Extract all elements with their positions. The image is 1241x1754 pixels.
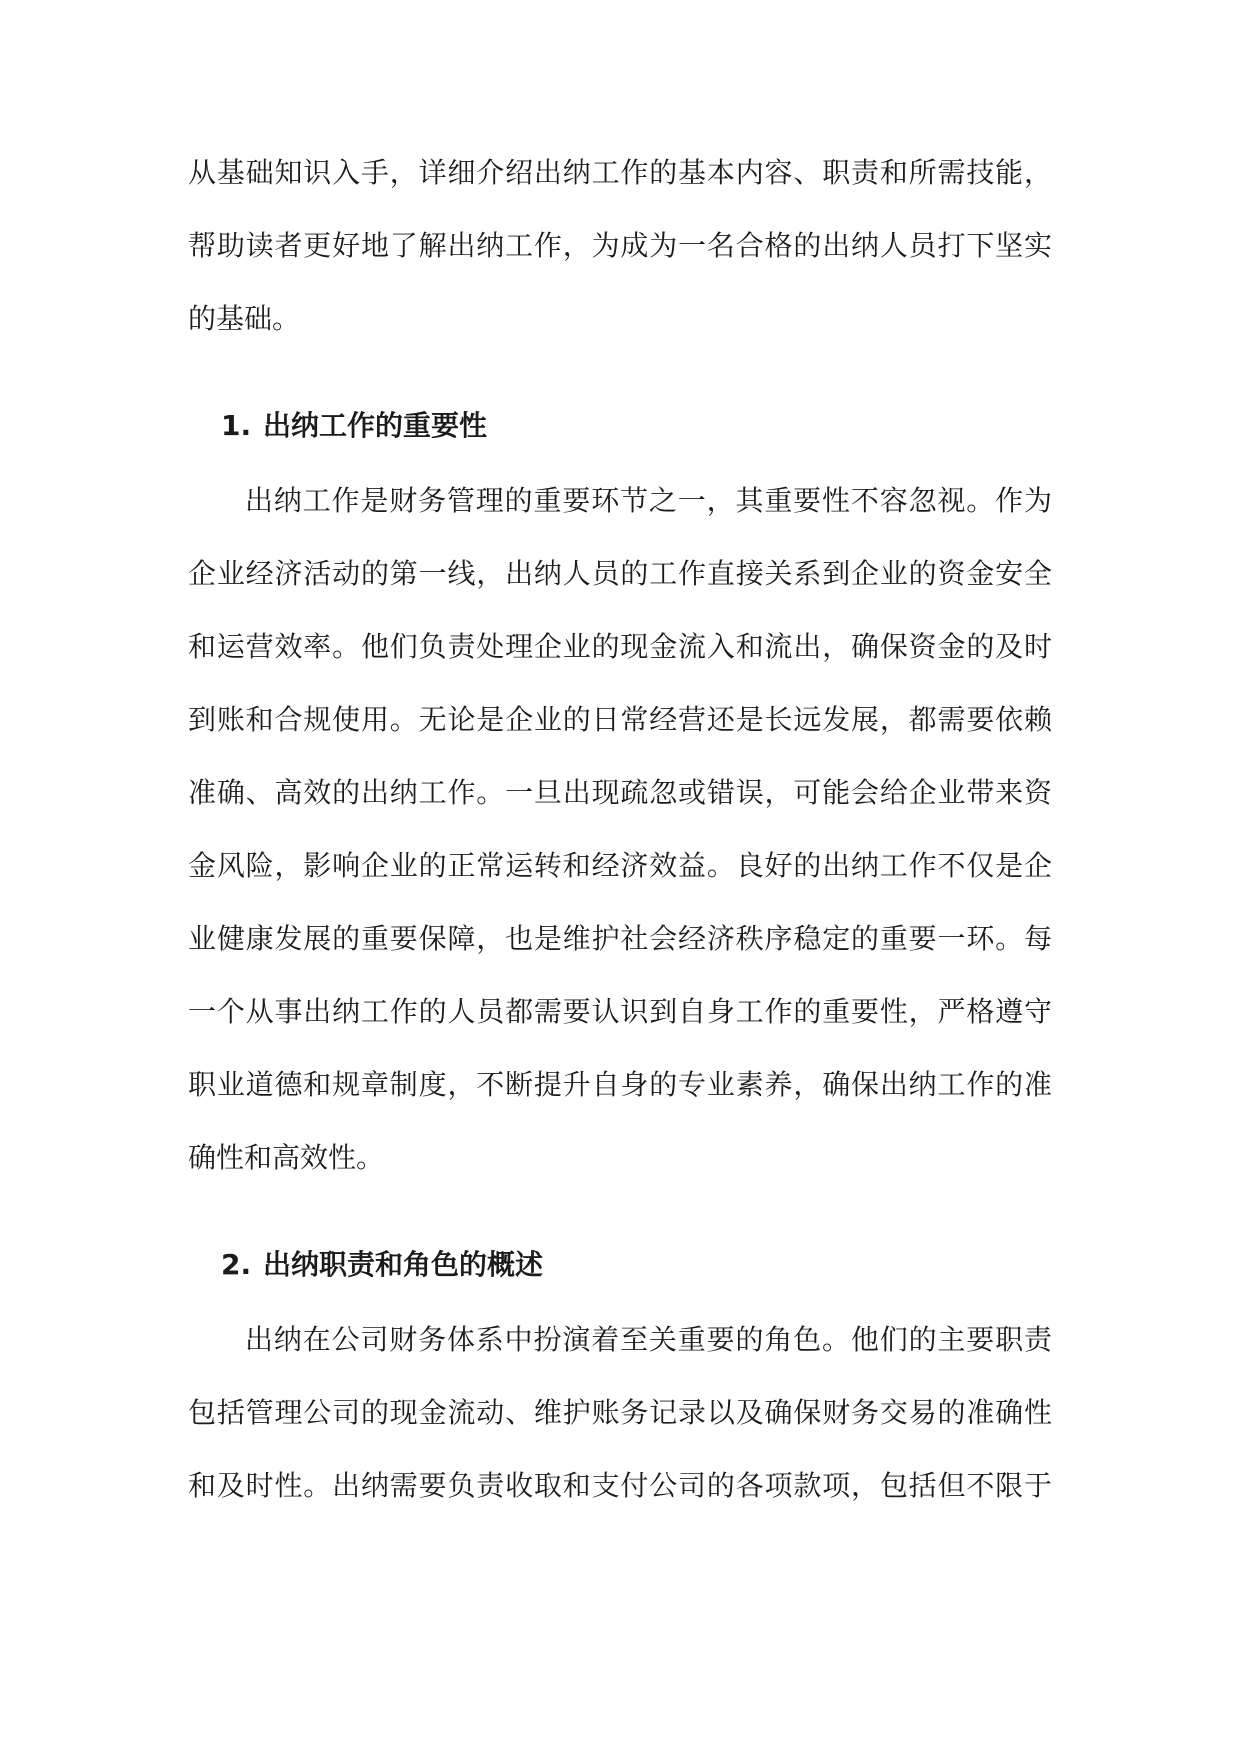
section-number: 1. xyxy=(221,409,252,442)
text-line: 出纳在公司财务体系中扮演着至关重要的角色。他们的主要职责 xyxy=(245,1323,1052,1356)
text-line: 和运营效率。他们负责处理企业的现金流入和流出，确保资金的及时 xyxy=(188,630,1052,663)
text-line: 确性和高效性。 xyxy=(188,1141,385,1174)
text-line: 一个从事出纳工作的人员都需要认识到自身工作的重要性，严格遵守 xyxy=(188,995,1052,1028)
text-line: 到账和合规使用。无论是企业的日常经营还是长远发展，都需要依赖 xyxy=(188,703,1052,736)
section-heading-2 xyxy=(188,1228,1052,1301)
document-page xyxy=(188,136,1052,1522)
text-line: 职业道德和规章制度，不断提升自身的专业素养，确保出纳工作的准 xyxy=(188,1068,1052,1101)
section-title: 出纳工作的重要性 xyxy=(263,409,488,442)
text-line: 包括管理公司的现金流动、维护账务记录以及确保财务交易的准确性 xyxy=(188,1396,1052,1429)
section-1-paragraph xyxy=(188,464,1052,1194)
text-line: 业健康发展的重要保障，也是维护社会经济秩序稳定的重要一环。每 xyxy=(188,922,1052,955)
text-line: 金风险，影响企业的正常运转和经济效益。良好的出纳工作不仅是企 xyxy=(188,849,1052,882)
text-line: 的基础。 xyxy=(188,302,301,335)
section-2-paragraph xyxy=(188,1303,1052,1522)
section-heading-1 xyxy=(188,389,1052,462)
section-number: 2. xyxy=(221,1248,252,1281)
section-title: 出纳职责和角色的概述 xyxy=(263,1248,544,1281)
text-line: 和及时性。出纳需要负责收取和支付公司的各项款项，包括但不限于 xyxy=(188,1469,1052,1502)
text-line: 从基础知识入手，详细介绍出纳工作的基本内容、职责和所需技能， xyxy=(188,156,1052,189)
text-line: 帮助读者更好地了解出纳工作，为成为一名合格的出纳人员打下坚实 xyxy=(188,229,1052,262)
text-line: 准确、高效的出纳工作。一旦出现疏忽或错误，可能会给企业带来资 xyxy=(188,776,1052,809)
intro-paragraph xyxy=(188,136,1052,355)
text-line: 出纳工作是财务管理的重要环节之一，其重要性不容忽视。作为 xyxy=(245,484,1052,517)
text-line: 企业经济活动的第一线，出纳人员的工作直接关系到企业的资金安全 xyxy=(188,557,1052,590)
